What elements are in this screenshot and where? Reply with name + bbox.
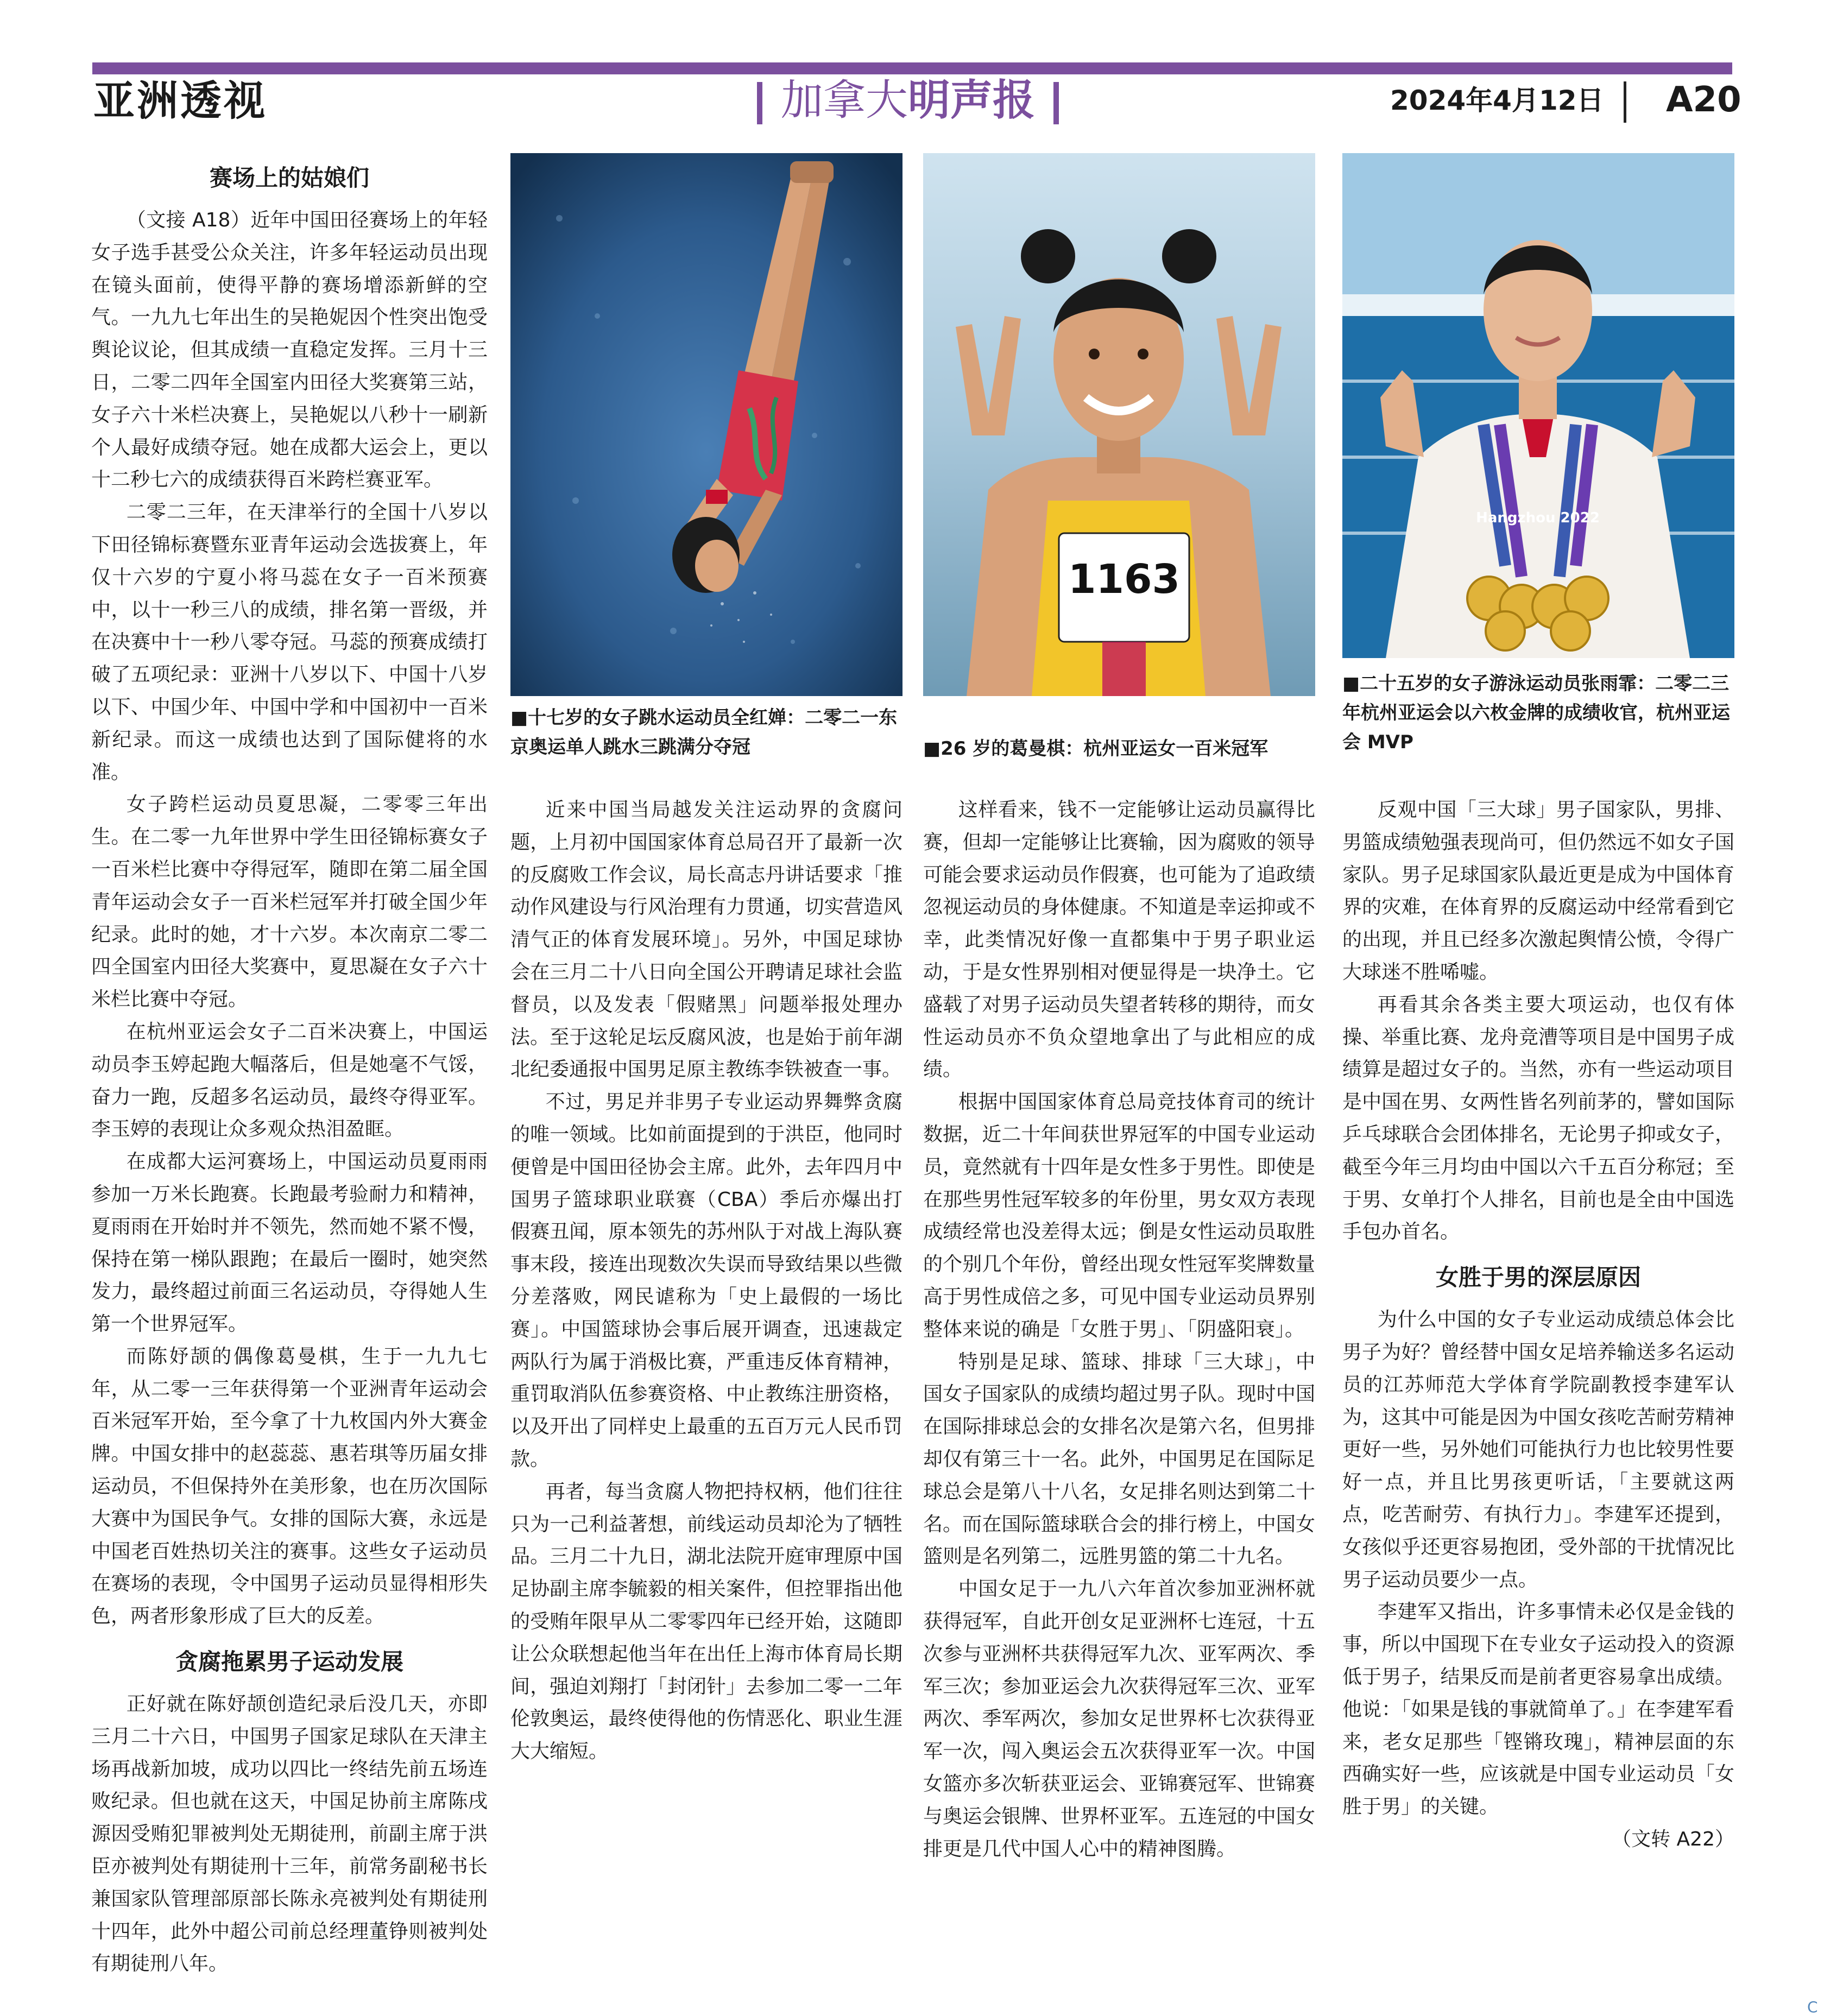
masthead-light: 加拿大 — [781, 76, 908, 125]
paragraph: 正好就在陈妤颉创造纪录后没几天，亦即三月二十六日，中国男子国家足球队在天津主场再战新加坡，成功以四比一终结先前五场连败纪录。但也就在这天，中国足协前主席陈戌源因受贿犯罪被判处无期徒刑，前副主席于洪臣亦被判处有期徒刑十三年，前常务副秘书长兼国家队管理部原部长陈永亮被判处有期徒刑十四年，此外中超公司前总经理董铮则被判处有期徒刑八年。 — [91, 1693, 488, 1975]
page-number: A20 — [1666, 80, 1741, 120]
paragraph: 反观中国「三大球」男子国家队，男排、男篮成绩勉强表现尚可，但仍然远不如女子国家队。男子足球国家队最近更是成为中国体育界的灾难，在体育界的反腐运动中经常看到它的出现，并且已经多次激起舆情公愤，令得广大球迷不胜唏嘘。 — [1342, 799, 1734, 983]
paragraph: 不过，男足并非男子专业运动界舞弊贪腐的唯一领域。比如前面提到的于洪臣，他同时便曾是中国田径协会主席。此外，去年四月中国男子篮球职业联赛（CBA）季后亦爆出打假赛丑闻，原本领先的苏州队于对战上海队赛事末段，接连出现数次失误而导致结果以些微分差落败，网民谑称为「史上最假的一场比赛」。中国篮球协会事后展开调查，迅速裁定两队行为属于消极比赛，严重违反体育精神，重罚取消队伍参赛资格、中止教练注册资格，以及开出了同样史上最重的五百万元人民币罚款。 — [510, 1091, 902, 1470]
paragraph: 这样看来，钱不一定能够让运动员赢得比赛，但却一定能够让比赛输，因为腐败的领导可能会要求运动员作假赛，也可能为了追政绩忽视运动员的身体健康。不知道是幸运抑或不幸，此类情况好像一直都集中于男子职业运动，于是女性界别相对便显得是一块净土。它盛载了对男子运动员失望者转移的期待，而女性运动员亦不负众望地拿出了与此相应的成绩。 — [923, 799, 1315, 1081]
paragraph: 二零二三年，在天津举行的全国十八岁以下田径锦标赛暨东亚青年运动会选拔赛上，年仅十六岁的宁夏小将马蕊在女子一百米预赛中，以十一秒三八的成绩，排名第一晋级，并在决赛中十一秒八零夺冠。马蕊的预赛成绩打破了五项纪录：亚洲十八岁以下、中国十八岁以下、中国少年、中国中学和中国初中一百米新纪录。而这一成绩也达到了国际健将的水准。 — [91, 501, 488, 783]
section-title: 亚洲透视 — [93, 77, 267, 125]
masthead-bar-left — [757, 82, 762, 124]
paragraph: 李建军又指出，许多事情未必仅是金钱的事，所以中国现下在专业女子运动投入的资源低于男子，结果反而是前者更容易拿出成绩。他说：「如果是钱的事就简单了。」在李建军看来，老女足那些「铿锵玫瑰」，精神层面的东西确实好一些，应该就是中国专业运动员「女胜于男」的关键。 — [1342, 1601, 1734, 1818]
issue-date: 2024年4月12日 — [1390, 85, 1604, 116]
article-column-4 — [1342, 794, 1734, 1959]
medal-ribbon-text: Hangzhou 2022 — [1476, 510, 1600, 526]
masthead — [739, 76, 1077, 125]
paragraph: 根据中国国家体育总局竞技体育司的统计数据，近二十年间获世界冠军的中国专业运动员，竟然就有十四年是女性多于男性。即使是在那些男性冠军较多的年份里，男女双方表现成绩经常也没差得太远；倒是女性运动员取胜的个别几个年份，曾经出现女性冠军奖牌数量高于男性成倍之多，可见中国专业运动员界别整体来说的确是「女胜于男」、「阴盛阳衰」。 — [923, 1091, 1315, 1341]
heading-corruption: 贪腐拖累男子运动发展 — [175, 1648, 403, 1676]
swimmer-illustration — [1342, 153, 1734, 658]
header-separator — [1624, 81, 1626, 123]
masthead-bold: 明声报 — [908, 76, 1036, 125]
paragraph: 为什么中国的女子专业运动成绩总体会比男子为好？曾经替中国女足培养输送多名运动员的江苏师范大学体育学院副教授李建军认为，这其中可能是因为中国女孩吃苦耐劳精神更好一些，另外她们可能执行力也比较男性要好一点，并且比男孩更听话，「主要就这两点，吃苦耐劳、有执行力」。李建军还提到，女孩似乎还更容易抱团，受外部的干扰情况比男子运动员要少一点。 — [1342, 1309, 1734, 1591]
heading-deeper-reasons: 女胜于男的深层原因 — [1435, 1264, 1641, 1291]
paragraph: 再者，每当贪腐人物把持权柄，他们往往只为一己利益著想，前线运动员却沦为了牺牲品。三月二十九日，湖北法院开庭审理原中国足协副主席李毓毅的相关案件，但控罪指出他的受贿年限早从二零零四年已经开始，这随即让公众联想起他当年在出任上海市体育局长期间，强迫刘翔打「封闭针」去参加二零一二年伦敦奥运，最终使得他的伤情恶化、职业生涯大大缩短。 — [510, 1480, 902, 1763]
article-column-1 — [91, 162, 488, 1975]
header-rule — [92, 62, 1732, 74]
paragraph: 而陈妤颉的偶像葛曼棋，生于一九九七年，从二零一三年获得第一个亚洲青年运动会百米冠军开始，至今拿了十九枚国内外大赛金牌。中国女排中的赵蕊蕊、惠若琪等历届女排运动员，不但保持外在美形象，也在历次国际大赛中为国民争气。女排的国际大赛，永远是中国老百姓热切关注的赛事。这些女子运动员在赛场的表现，令中国男子运动员显得相形失色，两者形象形成了巨大的反差。 — [91, 1345, 488, 1628]
photo-sprinter — [923, 153, 1315, 696]
caption-sprinter: ■26 岁的葛曼棋：杭州亚运女一百米冠军 — [923, 738, 1268, 760]
masthead-bar-right — [1053, 82, 1059, 124]
paragraph: 在成都大运河赛场上，中国运动员夏雨雨参加一万米长跑赛。长跑最考验耐力和精神，夏雨雨在开始时并不领先，然而她不紧不慢，保持在第一梯队跟跑；在最后一圈时，她突然发力，最终超过前面三名运动员，夺得她人生第一个世界冠军。 — [91, 1151, 488, 1336]
photo-diver — [510, 153, 902, 696]
paragraph: 中国女足于一九八六年首次参加亚洲杯就获得冠军，自此开创女足亚洲杯七连冠，十五次参与亚洲杯共获得冠军九次、亚军两次、季军三次；参加亚运会九次获得冠军三次、亚军两次、季军两次，参加女足世界杯七次获得亚军一次，闯入奥运会五次获得亚军一次。中国女篮亦多次斩获亚运会、亚锦赛冠军、世锦赛与奥运会银牌、世界杯亚军。五连冠的中国女排更是几代中国人心中的精神图腾。 — [923, 1578, 1315, 1860]
paragraph: （文接 A18）近年中国田径赛场上的年轻女子选手甚受公众关注，许多年轻运动员出现在镜头面前，使得平静的赛场增添新鲜的空气。一九九七年出生的吴艳妮因个性突出饱受舆论议论，但其成绩一直稳定发挥。三月十三日，二零二四年全国室内田径大奖赛第三站，女子六十米栏决赛上，吴艳妮以八秒十一刷新个人最好成绩夺冠。她在成都大运会上，更以十二秒七六的成绩获得百米跨栏赛亚军。 — [91, 209, 488, 491]
article-column-3 — [923, 794, 1315, 1959]
continued-note: （文转 A22） — [1612, 1828, 1734, 1850]
paragraph: 再看其余各类主要大项运动，也仅有体操、举重比赛、龙舟竞漕等项目是中国男子成绩算是超过女子的。当然，亦有一些运动项目是中国在男、女两性皆名列前茅的，譬如国际乒乓球联合会团体排名，无论男子抑或女子，截至今年三月均由中国以六千五百分称冠；至于男、女单打个人排名，目前也是全由中国选手包办首名。 — [1342, 993, 1734, 1243]
heading-girls-on-field: 赛场上的姑娘们 — [209, 165, 369, 191]
paragraph: 近来中国当局越发关注运动界的贪腐问题，上月初中国国家体育总局召开了最新一次的反腐败工作会议，局长高志丹讲话要求「推动作风建设与行风治理有力贯通，切实营造风清气正的体育发展环境」。另外，中国足球协会在三月二十八日向全国公开聘请足球社会监督员，以及发表「假赌黑」问题举报处理办法。至于这轮足坛反腐风波，也是始于前年湖北纪委通报中国男足原主教练李铁被查一事。 — [510, 799, 902, 1081]
diver-illustration — [510, 153, 902, 696]
photo-swimmer — [1342, 153, 1734, 658]
article-column-2 — [510, 794, 902, 1959]
caption-swimmer: ■二十五岁的女子游泳运动员张雨霏：二零二三年杭州亚运会以六枚金牌的成绩收官，杭州亚运会 MVP — [1342, 673, 1730, 753]
bib-number: 1163 — [1068, 556, 1180, 603]
paragraph: 女子跨栏运动员夏思凝，二零零三年出生。在二零一九年世界中学生田径锦标赛女子一百米栏比赛中夺得冠军，随即在第二届全国青年运动会女子一百米栏冠军并打破全国少年纪录。此时的她，才十六岁。本次南京二零二四全国室内田径大奖赛中，夏思凝在女子六十米栏比赛中夺冠。 — [91, 793, 488, 1011]
corner-mark: C — [1807, 1998, 1818, 2016]
paragraph: 在杭州亚运会女子二百米决赛上，中国运动员李玉婷起跑大幅落后，但是她毫不气馁，奋力一跑，反超多名运动员，最终夺得亚军。李玉婷的表现让众多观众热泪盈眶。 — [91, 1020, 488, 1141]
sprinter-illustration — [923, 153, 1315, 696]
paragraph: 特别是足球、篮球、排球「三大球」，中国女子国家队的成绩均超过男子队。现时中国在国际排球总会的女排名次是第六名，但男排却仅有第三十一名。此外，中国男足在国际足球总会是第八十八名，女足排名则达到第二十名。而在国际篮球联合会的排行榜上，中国女篮则是名列第二，远胜男篮的第二十九名。 — [923, 1350, 1315, 1568]
caption-diver: ■十七岁的女子跳水运动员全红婵：二零二一东京奥运单人跳水三跳满分夺冠 — [510, 707, 898, 758]
